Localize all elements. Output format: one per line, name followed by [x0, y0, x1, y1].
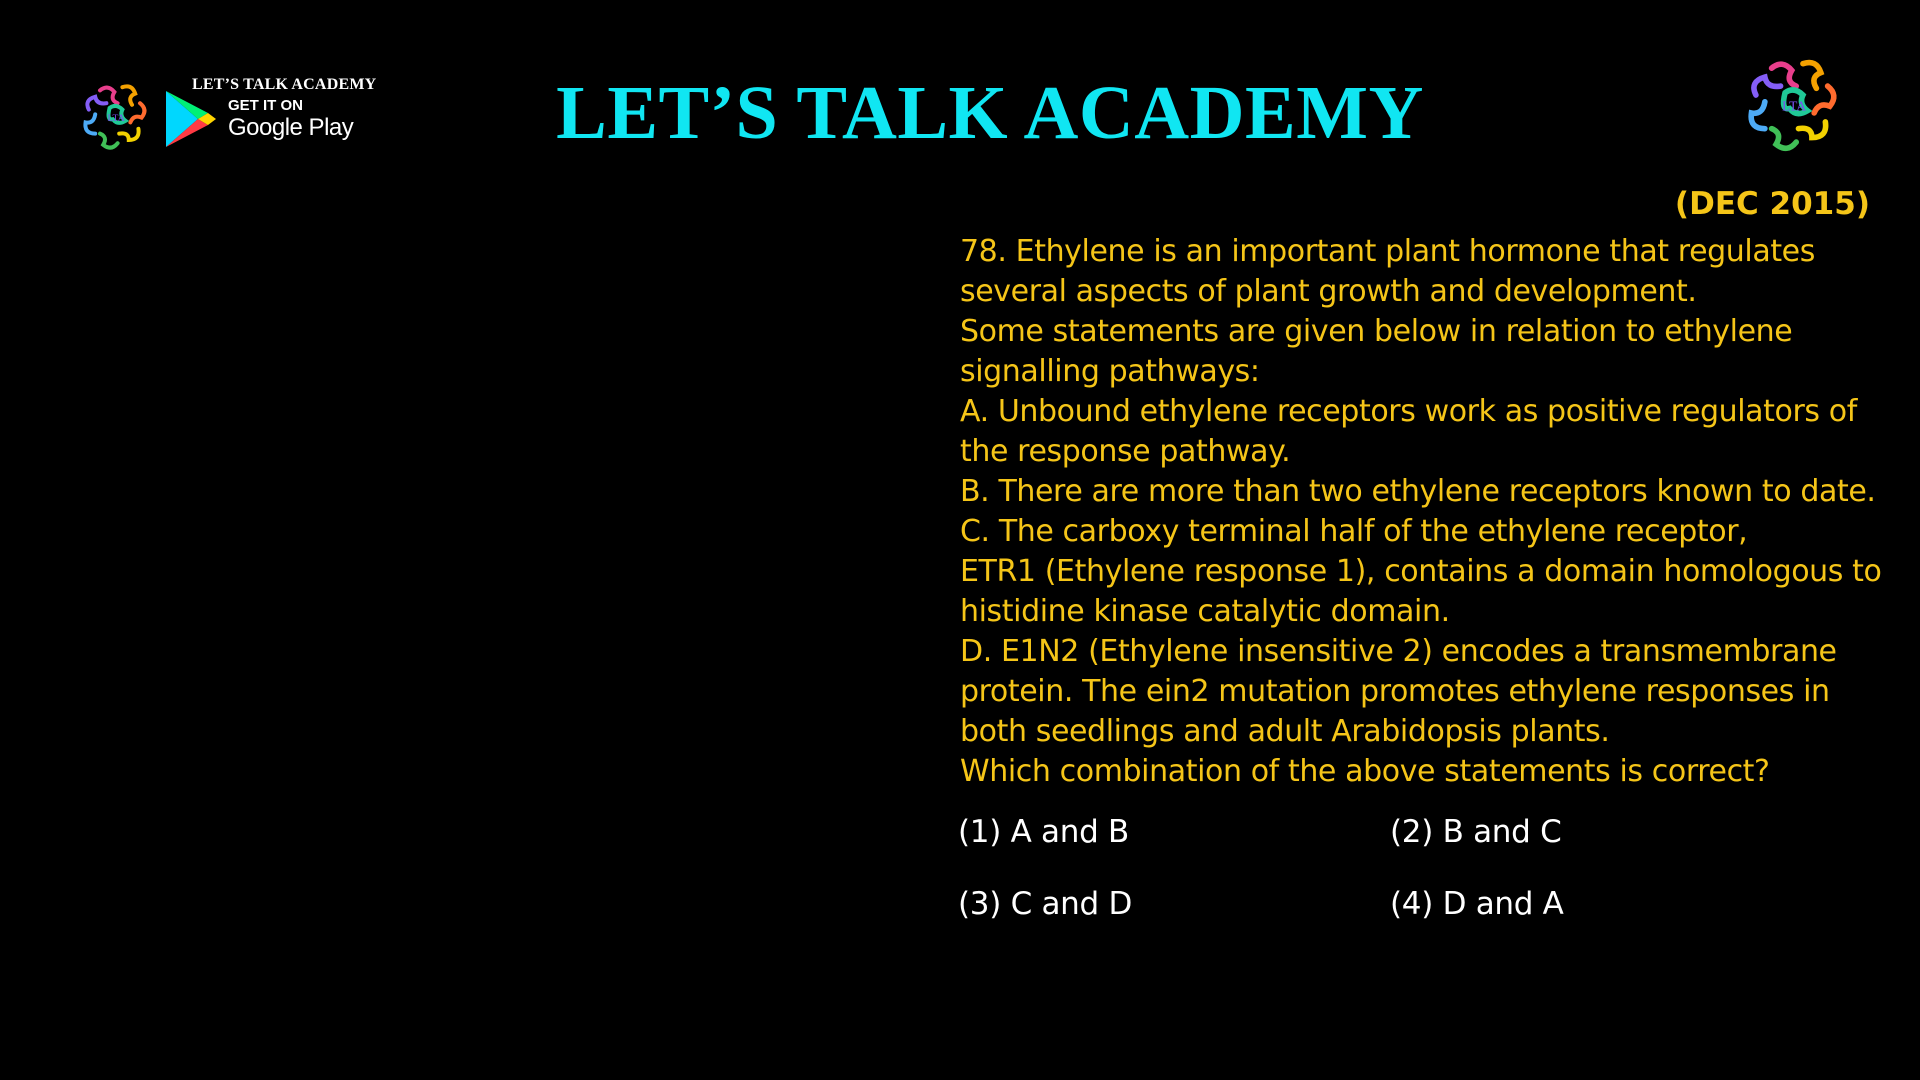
- option-1[interactable]: (1) A and B: [958, 814, 1129, 850]
- question-text: [960, 232, 1890, 792]
- badge-brand-label: LET’S TALK ACADEMY: [192, 76, 377, 93]
- question-prompt: Which combination of the above statements is correct?: [960, 754, 1770, 789]
- statement-c-line-1: C. The carboxy terminal half of the ethylene receptor,: [960, 514, 1748, 549]
- statement-d: D. E1N2 (Ethylene insensitive 2) encodes a transmembrane protein. The ein2 mutation promotes ethylene responses in both seedlings and adult Arabidopsis plants.: [960, 634, 1837, 749]
- page-title: LET’S TALK ACADEMY: [556, 71, 1424, 155]
- option-4[interactable]: (4) D and A: [1390, 886, 1564, 922]
- statement-b: B. There are more than two ethylene receptors known to date.: [960, 474, 1876, 509]
- lta-logo-icon: [1738, 48, 1850, 160]
- statement-c-line-2: ETR1 (Ethylene response 1), contains a domain homologous to histidine kinase catalytic domain.: [960, 554, 1882, 629]
- badge-store-label: Google Play: [228, 114, 354, 141]
- badge-get-it-on-label: GET IT ON: [228, 97, 303, 114]
- answer-options: [958, 812, 1858, 925]
- question-intro: Some statements are given below in relation to ethylene signalling pathways:: [960, 314, 1793, 389]
- exam-tag: (DEC 2015): [1674, 186, 1870, 222]
- option-3[interactable]: (3) C and D: [958, 886, 1133, 922]
- option-2[interactable]: (2) B and C: [1390, 814, 1562, 850]
- question-stem: 78. Ethylene is an important plant hormone that regulates several aspects of plant growth and development.: [960, 234, 1815, 309]
- statement-a: A. Unbound ethylene receptors work as positive regulators of the response pathway.: [960, 394, 1857, 469]
